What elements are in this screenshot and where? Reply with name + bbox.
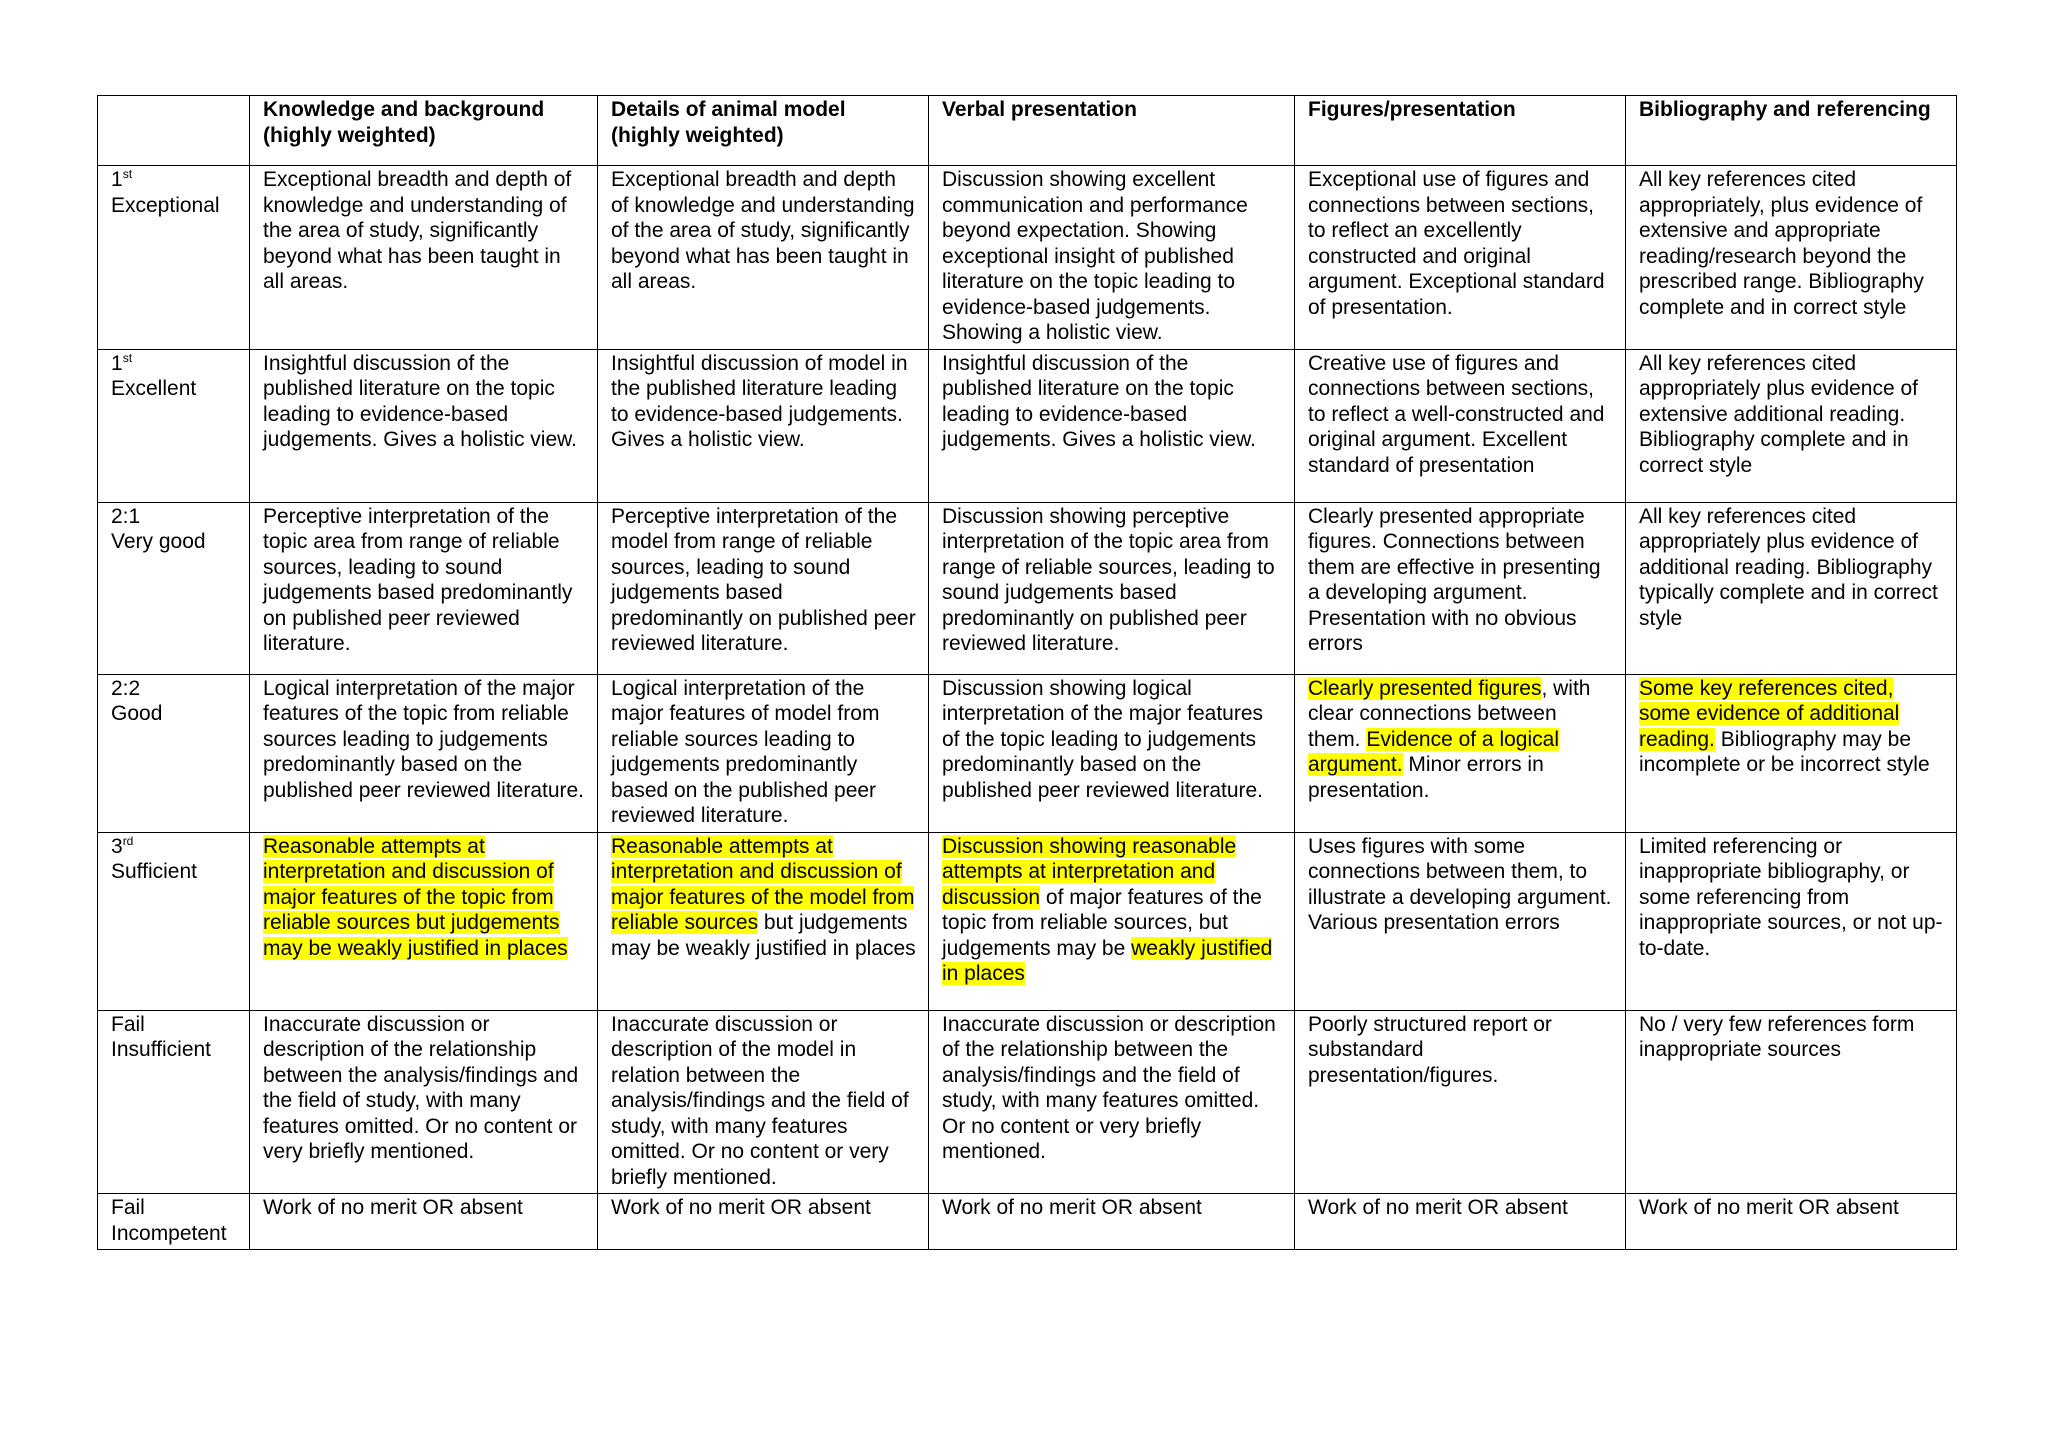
- criteria-cell-animal-model: [598, 832, 929, 1010]
- criteria-cell-animal-model: [598, 166, 929, 350]
- grade-superscript: st: [122, 350, 133, 365]
- header-cell-grade: [98, 96, 250, 166]
- cell-text: Insightful discussion of the published literature on the topic leading to evidence-based judgements. Gives a holistic view.: [263, 351, 577, 451]
- criteria-cell-bibliography: [1626, 1194, 1957, 1250]
- table-row: [98, 166, 1957, 350]
- criteria-cell-animal-model: [598, 502, 929, 674]
- cell-text: All key references cited appropriately plus evidence of additional reading. Bibliography typically complete and in correct style: [1639, 504, 1938, 630]
- cell-text: Creative use of figures and connections between sections, to reflect a well-constructed and original argument. Excellent standard of presentation: [1308, 351, 1605, 477]
- cell-text: Work of no merit OR absent: [1639, 1196, 1899, 1219]
- header-verbal-presentation: Verbal presentation: [929, 96, 1295, 166]
- grade-superscript: st: [122, 167, 133, 181]
- criteria-cell-figures: [1295, 349, 1626, 502]
- grade-number: 2:1: [111, 504, 141, 528]
- criteria-cell-knowledge: [250, 1194, 598, 1250]
- criteria-cell-animal-model: [598, 1194, 929, 1250]
- criteria-cell-knowledge: [250, 166, 598, 350]
- rubric-body: [98, 166, 1957, 1250]
- criteria-cell-knowledge: [250, 349, 598, 502]
- criteria-cell-figures: [1295, 1010, 1626, 1194]
- cell-text: Discussion showing perceptive interpretation of the topic area from range of reliable sources, leading to sound judgements based predominantly on published peer reviewed literature.: [942, 504, 1275, 655]
- cell-text: but judgements may be weakly justified in places: [611, 911, 916, 960]
- grade-cell: [98, 349, 250, 502]
- table-row: [98, 1010, 1957, 1194]
- cell-text: Logical interpretation of the major features of the topic from reliable sources leading to judgements predominantly based on the published peer reviewed literature.: [263, 676, 585, 802]
- criteria-cell-figures: [1295, 1194, 1626, 1250]
- grade-label: Very good: [111, 530, 206, 553]
- criteria-cell-figures: [1295, 502, 1626, 674]
- criteria-cell-figures: [1295, 832, 1626, 1010]
- header-animal-model: Details of animal model (highly weighted): [598, 96, 929, 166]
- table-row: [98, 502, 1957, 674]
- criteria-cell-knowledge: [250, 674, 598, 832]
- criteria-cell-verbal: [929, 502, 1295, 674]
- highlighted-text: Clearly presented figures: [1308, 676, 1542, 700]
- cell-text: Work of no merit OR absent: [611, 1196, 871, 1219]
- cell-text: Insightful discussion of model in the published literature leading to evidence-based judgements. Gives a holistic view.: [611, 351, 908, 451]
- grade-cell: [98, 1010, 250, 1194]
- criteria-cell-bibliography: [1626, 674, 1957, 832]
- grade-cell: [98, 832, 250, 1010]
- criteria-cell-knowledge: [250, 1010, 598, 1194]
- cell-text: , with clear connections between them.: [1308, 676, 1591, 751]
- criteria-cell-verbal: [929, 349, 1295, 502]
- grade-cell: [98, 502, 250, 674]
- cell-text: Bibliography may be incomplete or be incorrect style: [1639, 727, 1930, 776]
- table-row: [98, 1194, 1957, 1250]
- table-row: [98, 349, 1957, 502]
- criteria-cell-figures: [1295, 166, 1626, 350]
- cell-text: Logical interpretation of the major features of model from reliable sources leading to judgements predominantly based on the published peer reviewed literature.: [611, 676, 880, 827]
- criteria-cell-verbal: [929, 166, 1295, 350]
- criteria-cell-verbal: [929, 1010, 1295, 1194]
- grade-label: Exceptional: [111, 193, 220, 217]
- grade-number: 3: [111, 834, 123, 858]
- highlighted-text: weakly justified in places: [942, 936, 1273, 985]
- grade-number: 1: [111, 168, 123, 191]
- cell-text: Inaccurate discussion or description of the relationship between the analysis/findings and the field of study, with many features omitted. Or no content or very briefly mentioned.: [263, 1012, 579, 1163]
- criteria-cell-bibliography: [1626, 502, 1957, 674]
- header-bibliography-referencing: Bibliography and referencing: [1626, 96, 1957, 166]
- cell-text: Poorly structured report or substandard presentation/figures.: [1308, 1012, 1552, 1087]
- table-row: [98, 832, 1957, 1010]
- criteria-cell-verbal: [929, 674, 1295, 832]
- highlighted-text: Reasonable attempts at interpretation and discussion of major features of the topic from reliable sources but judgements may be weakly justified in places: [263, 834, 568, 960]
- table-row: [98, 674, 1957, 832]
- criteria-cell-knowledge: [250, 832, 598, 1010]
- cell-text: Clearly presented appropriate figures. Connections between them are effective in presenting a developing argument. Presentation with no obvious errors: [1308, 504, 1601, 655]
- highlighted-text: Evidence of a logical argument.: [1308, 727, 1559, 776]
- cell-text: Inaccurate discussion or description of the model in relation between the analysis/findings and the field of study, with many features omitted. Or no content or very briefly mentioned.: [611, 1012, 909, 1189]
- grade-superscript: rd: [122, 833, 134, 848]
- cell-text: Inaccurate discussion or description of the relationship between the analysis/findings and the field of study, with many features omitted. Or no content or very briefly mentioned.: [942, 1012, 1276, 1163]
- grade-label: Good: [111, 702, 163, 725]
- cell-text: No / very few references form inappropriate sources: [1639, 1012, 1915, 1061]
- header-figures-presentation: Figures/presentation: [1295, 96, 1626, 166]
- header-knowledge-background: Knowledge and background (highly weighted): [250, 96, 598, 166]
- cell-text: Perceptive interpretation of the topic area from range of reliable sources, leading to sound judgements based predominantly on published peer reviewed literature.: [263, 504, 573, 655]
- criteria-cell-bibliography: [1626, 166, 1957, 350]
- cell-text: Minor errors in presentation.: [1308, 753, 1544, 802]
- criteria-cell-knowledge: [250, 502, 598, 674]
- highlighted-text: Discussion showing reasonable attempts at interpretation and discussion: [942, 834, 1237, 909]
- criteria-cell-animal-model: [598, 1010, 929, 1194]
- criteria-cell-figures: [1295, 674, 1626, 832]
- cell-text: of major features of the topic from reliable sources, but judgements may be: [942, 885, 1262, 960]
- cell-text: Perceptive interpretation of the model from range of reliable sources, leading to sound judgements based predominantly on published peer reviewed literature.: [611, 504, 916, 655]
- grade-cell: [98, 166, 250, 350]
- highlighted-text: Some key references cited, some evidence of additional reading.: [1639, 676, 1900, 751]
- cell-text: Work of no merit OR absent: [1308, 1196, 1568, 1219]
- cell-text: All key references cited appropriately plus evidence of extensive additional reading. Bibliography complete and in correct style: [1639, 351, 1919, 477]
- cell-text: Uses figures with some connections between them, to illustrate a developing argument. Various presentation errors: [1308, 834, 1612, 934]
- cell-text: Exceptional breadth and depth of knowledge and understanding of the area of study, significantly beyond what has been taught in all areas.: [263, 168, 572, 293]
- grade-number: Fail: [111, 1012, 145, 1036]
- cell-text: Limited referencing or inappropriate bibliography, or some referencing from inappropriate sources, or not up-to-date.: [1639, 834, 1943, 960]
- grade-number: 1: [111, 351, 123, 375]
- grade-cell: [98, 674, 250, 832]
- cell-text: Discussion showing logical interpretation of the major features of the topic leading to judgements predominantly based on the published peer reviewed literature.: [942, 676, 1264, 802]
- criteria-cell-bibliography: [1626, 349, 1957, 502]
- grade-label: Sufficient: [111, 860, 197, 883]
- header-row: [98, 96, 1957, 166]
- criteria-cell-verbal: [929, 1194, 1295, 1250]
- grade-label: Incompetent: [111, 1221, 227, 1245]
- cell-text: Work of no merit OR absent: [263, 1196, 523, 1219]
- cell-text: Insightful discussion of the published literature on the topic leading to evidence-based judgements. Gives a holistic view.: [942, 351, 1256, 451]
- grade-number: Fail: [111, 1196, 145, 1219]
- cell-text: Work of no merit OR absent: [942, 1196, 1202, 1219]
- cell-text: Exceptional breadth and depth of knowledge and understanding of the area of study, significantly beyond what has been taught in all areas.: [611, 168, 915, 293]
- criteria-cell-verbal: [929, 832, 1295, 1010]
- cell-text: All key references cited appropriately, plus evidence of extensive and appropriate reading/research beyond the prescribed range. Bibliography complete and in correct style: [1639, 168, 1924, 319]
- grade-number: 2:2: [111, 676, 141, 700]
- cell-text: Exceptional use of figures and connections between sections, to reflect an excellently constructed and original argument. Exceptional standard of presentation.: [1308, 168, 1605, 319]
- grade-label: Excellent: [111, 377, 197, 400]
- cell-text: Discussion showing excellent communication and performance beyond expectation. Showing exceptional insight of published literature on the topic leading to evidence-based judgements. Showing a holistic view.: [942, 168, 1248, 344]
- criteria-cell-bibliography: [1626, 1010, 1957, 1194]
- criteria-cell-animal-model: [598, 349, 929, 502]
- grade-cell: [98, 1194, 250, 1250]
- marking-rubric-table: [97, 95, 1957, 1250]
- grade-label: Insufficient: [111, 1038, 212, 1061]
- criteria-cell-bibliography: [1626, 832, 1957, 1010]
- criteria-cell-animal-model: [598, 674, 929, 832]
- highlighted-text: Reasonable attempts at interpretation and discussion of major features of the model from reliable sources: [611, 834, 915, 934]
